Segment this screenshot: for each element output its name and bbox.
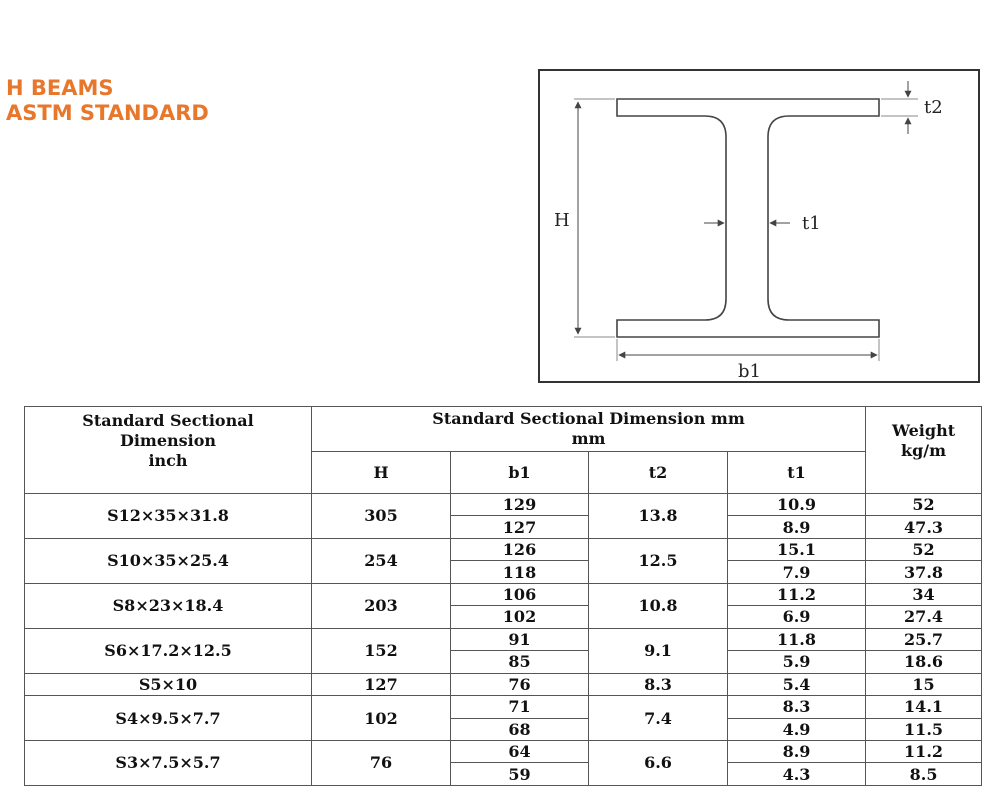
- cell-t2: 7.4: [589, 696, 728, 741]
- cell-t2: 10.8: [589, 583, 728, 628]
- label-t1: t1: [802, 213, 821, 234]
- page-title: [6, 76, 209, 126]
- cell-t1: 6.9: [728, 606, 866, 628]
- table-row: [25, 628, 982, 650]
- header-t2: t2: [589, 452, 728, 494]
- cell-designation: S12×35×31.8: [25, 494, 312, 539]
- cell-b1: 76: [451, 673, 589, 695]
- cell-b1: 118: [451, 561, 589, 583]
- cell-b1: 106: [451, 583, 589, 605]
- cell-t1: 8.9: [728, 516, 866, 538]
- cell-h: 152: [312, 628, 451, 673]
- cell-t2: 12.5: [589, 538, 728, 583]
- cell-weight: 8.5: [866, 763, 982, 786]
- cell-designation: S6×17.2×12.5: [25, 628, 312, 673]
- cell-h: 102: [312, 696, 451, 741]
- label-h: H: [554, 210, 570, 231]
- cell-h: 203: [312, 583, 451, 628]
- cell-h: 305: [312, 494, 451, 539]
- title-line-h-beams: H BEAMS: [6, 76, 114, 100]
- cell-t1: 4.3: [728, 763, 866, 786]
- h-beam-spec-table: [24, 406, 982, 786]
- cell-t1: 5.9: [728, 651, 866, 673]
- cell-t2: 6.6: [589, 740, 728, 785]
- cell-designation: S3×7.5×5.7: [25, 740, 312, 785]
- table-row: [25, 494, 982, 516]
- title-line-astm-standard: ASTM STANDARD: [6, 101, 209, 125]
- header-standard-sectional-dimension-inch: Standard Sectional Dimension inch: [25, 407, 312, 494]
- cell-t2: 13.8: [589, 494, 728, 539]
- cell-b1: 129: [451, 494, 589, 516]
- cell-h: 76: [312, 740, 451, 785]
- cell-designation: S10×35×25.4: [25, 538, 312, 583]
- table-row: [25, 538, 982, 560]
- cell-designation: S5×10: [25, 673, 312, 695]
- cell-t1: 5.4: [728, 673, 866, 695]
- h-beam-diagram: [538, 69, 980, 383]
- table-row: [25, 696, 982, 718]
- header-standard-sectional-dimension-mm: Standard Sectional Dimension mm mm: [312, 407, 866, 452]
- cell-weight: 25.7: [866, 628, 982, 650]
- header-b1: b1: [451, 452, 589, 494]
- cell-b1: 91: [451, 628, 589, 650]
- beam-outline: [617, 99, 879, 337]
- h-beam-cross-section: [540, 71, 978, 381]
- cell-t1: 15.1: [728, 538, 866, 560]
- cell-t1: 8.3: [728, 696, 866, 718]
- cell-weight: 47.3: [866, 516, 982, 538]
- table-row: [25, 740, 982, 762]
- cell-weight: 34: [866, 583, 982, 605]
- cell-t1: 11.8: [728, 628, 866, 650]
- cell-t1: 4.9: [728, 718, 866, 740]
- cell-weight: 52: [866, 494, 982, 516]
- cell-b1: 64: [451, 740, 589, 762]
- cell-weight: 18.6: [866, 651, 982, 673]
- cell-t1: 10.9: [728, 494, 866, 516]
- cell-weight: 11.2: [866, 740, 982, 762]
- table-row: [25, 673, 982, 695]
- cell-t2: 9.1: [589, 628, 728, 673]
- cell-designation: S4×9.5×7.7: [25, 696, 312, 741]
- cell-t1: 8.9: [728, 740, 866, 762]
- header-h: H: [312, 452, 451, 494]
- cell-weight: 11.5: [866, 718, 982, 740]
- cell-b1: 127: [451, 516, 589, 538]
- cell-b1: 126: [451, 538, 589, 560]
- table-row: [25, 583, 982, 605]
- cell-h: 254: [312, 538, 451, 583]
- cell-weight: 27.4: [866, 606, 982, 628]
- cell-b1: 68: [451, 718, 589, 740]
- cell-weight: 14.1: [866, 696, 982, 718]
- cell-weight: 52: [866, 538, 982, 560]
- cell-b1: 71: [451, 696, 589, 718]
- cell-weight: 15: [866, 673, 982, 695]
- cell-weight: 37.8: [866, 561, 982, 583]
- label-b1: b1: [738, 361, 761, 381]
- cell-b1: 102: [451, 606, 589, 628]
- cell-designation: S8×23×18.4: [25, 583, 312, 628]
- header-weight: Weight kg/m: [866, 407, 982, 494]
- cell-h: 127: [312, 673, 451, 695]
- cell-t2: 8.3: [589, 673, 728, 695]
- table-body: [25, 494, 982, 786]
- cell-b1: 85: [451, 651, 589, 673]
- header-t1: t1: [728, 452, 866, 494]
- label-t2: t2: [924, 97, 943, 118]
- cell-t1: 11.2: [728, 583, 866, 605]
- cell-t1: 7.9: [728, 561, 866, 583]
- cell-b1: 59: [451, 763, 589, 786]
